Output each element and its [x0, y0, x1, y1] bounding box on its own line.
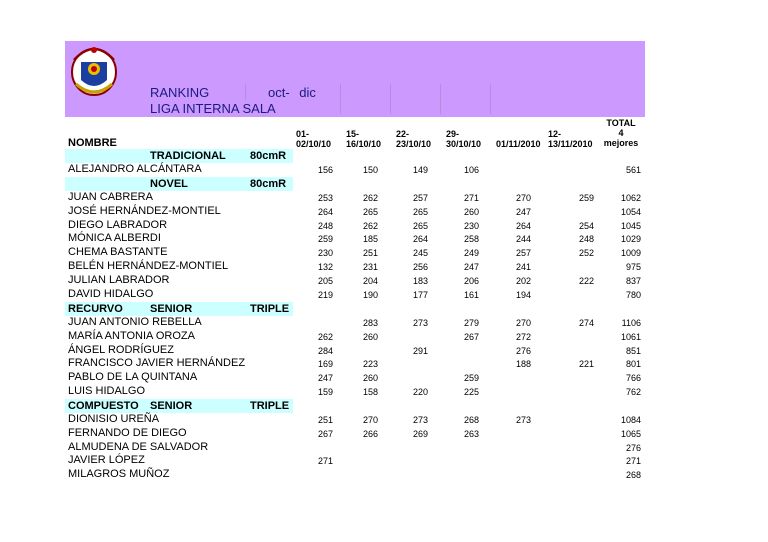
score-cell: 263	[463, 428, 479, 439]
score-cell: 273	[515, 415, 531, 425]
score-cell: 270	[515, 193, 531, 203]
archer-name: DAVID HIDALGO	[68, 287, 154, 300]
total-cell: 762	[625, 387, 641, 397]
score-cell: 283	[362, 318, 378, 328]
table-row	[0, 232, 768, 246]
divider	[440, 84, 441, 114]
score-cell: 169	[317, 359, 333, 370]
total-cell: 1106	[621, 318, 641, 328]
score-cell: 262	[317, 331, 333, 342]
score-cell: 247	[515, 206, 531, 217]
divider	[490, 84, 491, 114]
score-cell: 284	[317, 345, 333, 356]
section-label: 80cmR	[250, 150, 287, 162]
total-cell: 837	[625, 275, 641, 286]
column-header-date: 01- 02/10/10	[296, 129, 332, 149]
section-label: RECURVO	[68, 303, 123, 315]
table-row	[0, 191, 768, 205]
score-cell: 249	[463, 248, 479, 259]
total-cell: 271	[625, 456, 641, 467]
total-cell: 1062	[620, 193, 641, 203]
score-cell: 231	[362, 262, 378, 272]
score-cell: 221	[578, 359, 594, 370]
score-cell: 230	[317, 248, 333, 259]
table-row	[0, 274, 768, 288]
table-row	[0, 454, 768, 468]
score-cell: 230	[463, 220, 479, 231]
table-row	[0, 385, 768, 399]
score-cell: 267	[463, 331, 479, 342]
section-label: TRIPLE	[250, 400, 290, 412]
table-row	[0, 205, 768, 219]
table-row	[0, 441, 768, 455]
score-cell: 262	[362, 193, 378, 203]
column-header-date: 15- 16/10/10	[346, 129, 382, 149]
score-cell: 269	[412, 428, 428, 439]
table-row	[0, 413, 768, 427]
score-cell: 194	[515, 289, 531, 300]
score-cell: 279	[463, 318, 479, 328]
score-cell: 222	[578, 275, 594, 286]
total-cell: 780	[625, 289, 641, 300]
ranking-title: RANKING	[150, 85, 210, 100]
section-label: NOVEL	[150, 178, 188, 190]
archer-name: JAVIER LÓPEZ	[68, 454, 145, 467]
table-row	[0, 316, 768, 330]
score-cell: 264	[515, 220, 531, 231]
table-row	[0, 219, 768, 233]
total-cell: 801	[625, 359, 641, 370]
score-cell: 260	[362, 331, 378, 342]
score-cell: 223	[362, 359, 378, 370]
score-cell: 161	[463, 289, 479, 300]
score-cell: 259	[463, 373, 479, 384]
score-cell: 245	[412, 248, 428, 259]
score-cell: 219	[317, 289, 333, 300]
score-cell: 267	[317, 428, 333, 439]
total-cell: 851	[625, 345, 641, 356]
total-cell: 1045	[620, 220, 641, 231]
archer-name: DIONISIO UREÑA	[68, 413, 160, 425]
score-cell: 247	[463, 262, 479, 272]
score-cell: 257	[515, 248, 531, 259]
archer-name: FRANCISCO JAVIER HERNÁNDEZ	[68, 357, 246, 370]
score-cell: 106	[463, 165, 479, 175]
score-cell: 264	[412, 234, 428, 245]
league-title: LIGA INTERNA SALA	[150, 101, 276, 116]
table-row	[0, 357, 768, 371]
section-header	[65, 177, 293, 191]
column-header-name: NOMBRE	[68, 137, 117, 149]
score-cell: 273	[412, 415, 428, 425]
total-cell: 1029	[620, 234, 641, 245]
score-cell: 265	[412, 220, 428, 231]
score-cell: 271	[463, 193, 479, 203]
score-cell: 149	[412, 165, 428, 175]
archer-name: MARÍA ANTONIA OROZA	[68, 329, 195, 342]
column-header-date: 12- 13/11/2010	[548, 129, 593, 149]
total-cell: 1009	[620, 248, 641, 259]
club-crest-logo	[68, 42, 120, 98]
score-cell: 220	[412, 387, 428, 397]
score-cell: 271	[317, 456, 333, 467]
score-cell: 260	[463, 206, 479, 217]
column-header-total: TOTAL 4 mejores	[603, 118, 639, 148]
archer-name: DIEGO LABRADOR	[68, 218, 168, 231]
period-label: oct- dic	[268, 85, 316, 100]
score-cell: 241	[515, 262, 531, 272]
score-cell: 291	[412, 345, 428, 356]
total-cell: 1054	[620, 206, 641, 217]
score-cell: 206	[463, 275, 479, 286]
archer-name: MILAGROS MUÑOZ	[68, 468, 170, 481]
score-cell: 265	[362, 206, 378, 217]
section-label: TRIPLE	[250, 303, 290, 315]
total-cell: 561	[625, 165, 641, 175]
table-row	[0, 260, 768, 274]
table-row	[0, 344, 768, 358]
divider	[390, 84, 391, 114]
score-cell: 225	[463, 387, 479, 397]
divider	[245, 84, 246, 100]
score-cell: 273	[412, 318, 428, 328]
section-label: COMPUESTO	[68, 400, 139, 412]
score-cell: 205	[317, 275, 333, 286]
score-cell: 256	[412, 262, 428, 272]
score-cell: 258	[463, 234, 479, 245]
archer-name: MÓNICA ALBERDI	[68, 232, 161, 245]
score-cell: 252	[578, 248, 594, 259]
score-cell: 272	[515, 331, 531, 342]
score-cell: 276	[515, 345, 531, 356]
total-cell: 276	[625, 442, 641, 453]
table-row	[0, 371, 768, 385]
section-label: 80cmR	[250, 178, 287, 190]
section-header	[65, 149, 293, 163]
score-cell: 202	[515, 275, 531, 286]
total-cell: 975	[625, 262, 641, 272]
archer-name: JUAN CABRERA	[68, 191, 153, 203]
archer-name: LUIS HIDALGO	[68, 385, 146, 397]
score-cell: 244	[515, 234, 531, 245]
archer-name: CHEMA BASTANTE	[68, 246, 168, 259]
score-cell: 185	[362, 234, 378, 245]
score-cell: 270	[362, 415, 378, 425]
table-row	[0, 246, 768, 260]
table-row	[0, 427, 768, 441]
table-row	[0, 330, 768, 344]
score-cell: 274	[578, 318, 594, 328]
table-row	[0, 468, 768, 482]
archer-name: JULIAN LABRADOR	[68, 273, 170, 286]
section-label: TRADICIONAL	[150, 150, 226, 162]
score-cell: 268	[463, 415, 479, 425]
score-cell: 183	[412, 275, 428, 286]
score-cell: 259	[317, 234, 333, 245]
archer-name: JUAN ANTONIO REBELLA	[68, 316, 202, 328]
score-cell: 132	[317, 262, 333, 272]
total-cell: 766	[625, 373, 641, 384]
score-cell: 264	[317, 206, 333, 217]
column-header-date: 01/11/2010	[496, 139, 541, 149]
score-cell: 190	[362, 289, 378, 300]
archer-name: ALEJANDRO ALCÁNTARA	[68, 163, 202, 175]
score-cell: 270	[515, 318, 531, 328]
column-header-date: 22- 23/10/10	[396, 129, 432, 149]
table-row	[0, 163, 768, 177]
score-cell: 260	[362, 373, 378, 384]
section-label: SENIOR	[150, 400, 193, 412]
score-cell: 248	[578, 234, 594, 245]
section-header	[65, 302, 293, 316]
score-cell: 266	[362, 428, 378, 439]
total-cell: 1065	[620, 428, 641, 439]
section-header	[65, 399, 293, 413]
score-cell: 158	[362, 387, 378, 397]
total-cell: 1084	[620, 415, 641, 425]
divider	[340, 84, 341, 114]
score-cell: 159	[317, 387, 333, 397]
total-cell: 1061	[620, 331, 641, 342]
score-cell: 257	[412, 193, 428, 203]
score-cell: 248	[317, 220, 333, 231]
score-cell: 251	[362, 248, 378, 259]
score-cell: 259	[578, 193, 594, 203]
archer-name: FERNANDO DE DIEGO	[68, 426, 187, 439]
archer-name: JOSÉ HERNÁNDEZ-MONTIEL	[68, 204, 221, 217]
score-cell: 150	[362, 165, 378, 175]
table-row	[0, 288, 768, 302]
archer-name: ALMUDENA DE SALVADOR	[68, 440, 209, 453]
column-header-date: 29- 30/10/10	[446, 129, 482, 149]
archer-name: PABLO DE LA QUINTANA	[68, 371, 198, 384]
archer-name: ÁNGEL RODRÍGUEZ	[68, 343, 174, 356]
score-cell: 262	[362, 220, 378, 231]
score-cell: 265	[412, 206, 428, 217]
score-cell: 247	[317, 373, 333, 384]
score-cell: 177	[412, 289, 428, 300]
section-label: SENIOR	[150, 303, 193, 315]
total-cell: 268	[625, 470, 641, 481]
score-cell: 254	[578, 220, 594, 231]
score-cell: 156	[317, 165, 333, 175]
score-cell: 253	[317, 193, 333, 203]
score-cell: 188	[515, 359, 531, 370]
score-cell: 204	[362, 275, 378, 286]
score-cell: 251	[317, 415, 333, 425]
archer-name: BELÉN HERNÁNDEZ-MONTIEL	[68, 260, 229, 272]
